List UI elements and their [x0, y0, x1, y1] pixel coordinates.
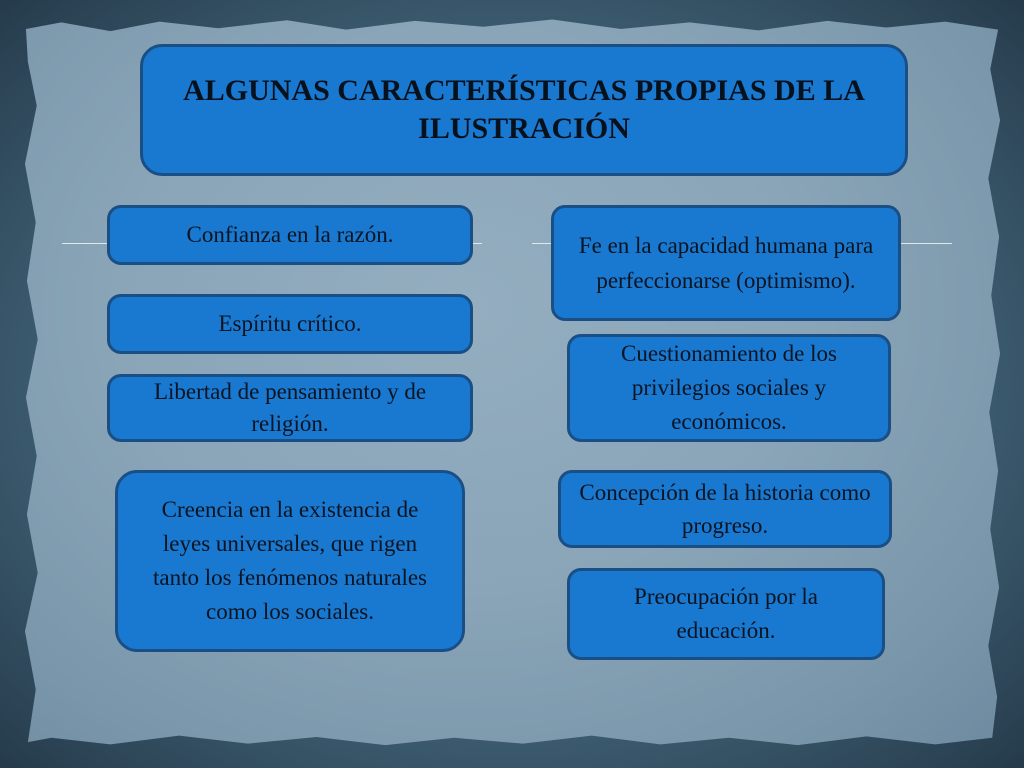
characteristic-box-freedom: Libertad de pensamiento y de religión.: [107, 374, 473, 442]
page-title: ALGUNAS CARACTERÍSTICAS PROPIAS DE LA ILUSTRACIÓN: [140, 44, 908, 176]
characteristic-box-critical-spirit: Espíritu crítico.: [107, 294, 473, 354]
characteristic-box-reason: Confianza en la razón.: [107, 205, 473, 265]
characteristic-box-history: Concepción de la historia como progreso.: [558, 470, 892, 548]
characteristic-box-privileges: Cuestionamiento de los privilegios sociales y económicos.: [567, 334, 891, 442]
characteristic-box-universal-laws: Creencia en la existencia de leyes universales, que rigen tanto los fenómenos naturales como los sociales.: [115, 470, 465, 652]
characteristic-box-education: Preocupación por la educación.: [567, 568, 885, 660]
characteristic-box-optimism: Fe en la capacidad humana para perfeccionarse (optimismo).: [551, 205, 901, 321]
